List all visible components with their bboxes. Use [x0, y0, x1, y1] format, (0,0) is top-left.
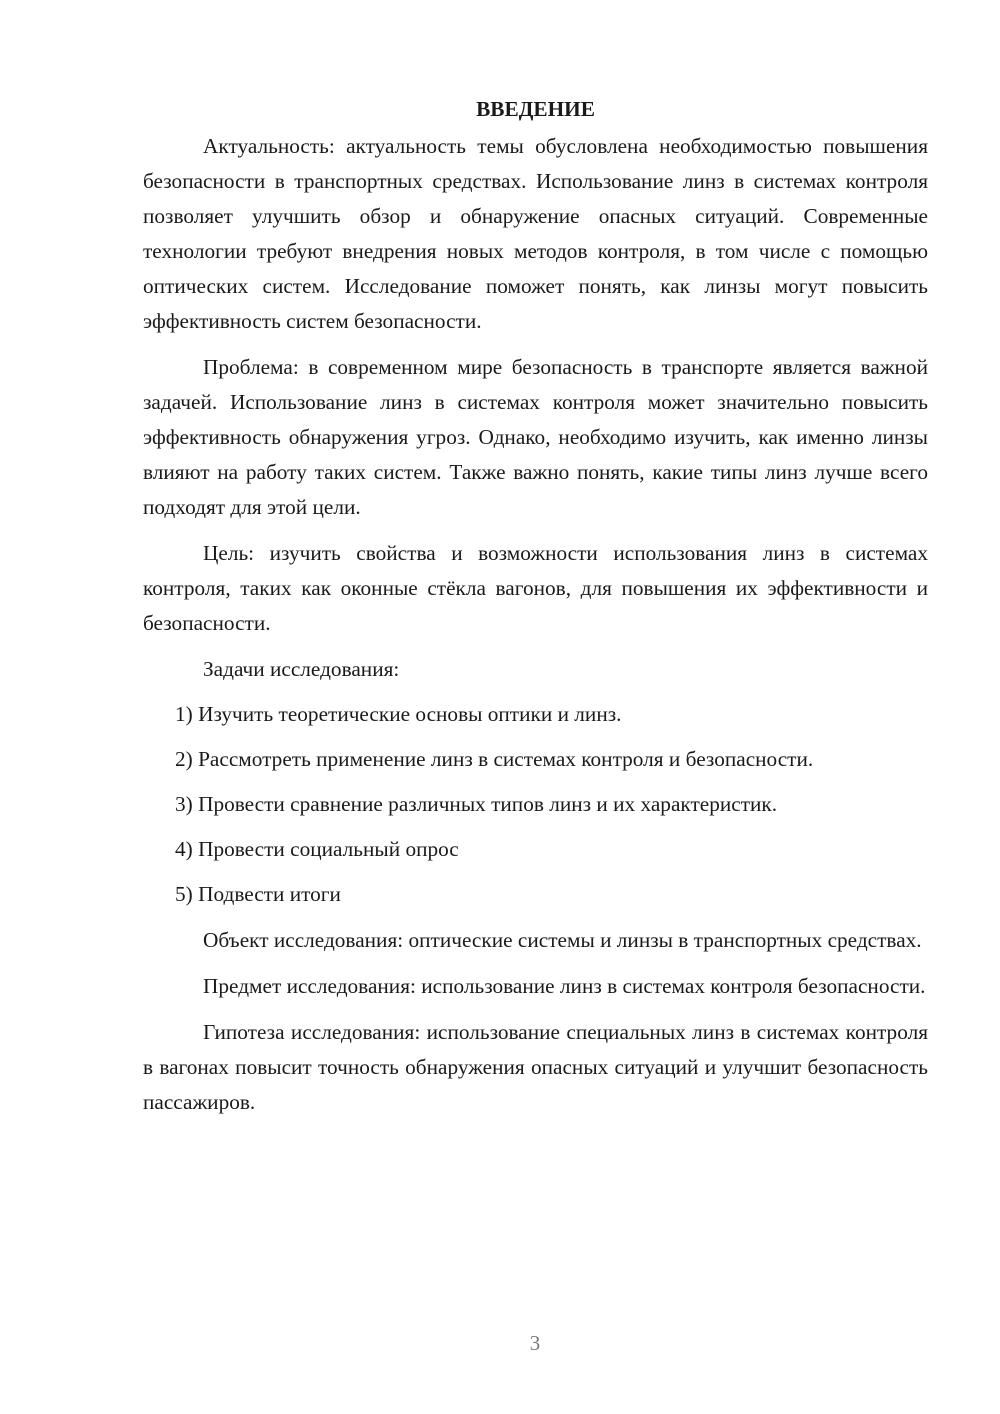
task-item: 5) Подвести итоги — [175, 882, 341, 906]
goal-paragraph: Цель: изучить свойства и возможности использования линз в системах контроля, таких как оконные стёкла вагонов, для повышения их эффективности и безопасности. — [143, 541, 928, 635]
task-list — [143, 697, 928, 912]
relevance-paragraph: Актуальность: актуальность темы обусловлена необходимостью повышения безопасности в транспортных средствах. Использование линз в системах контроля позволяет улучшить обзор и обнаружение опасных ситуаций. Современные технологии требуют внедрения новых методов контроля, в том числе с помощью оптических систем. Исследование поможет понять, как линзы могут повысить эффективность систем безопасности. — [143, 134, 928, 333]
task-item: 1) Изучить теоретические основы оптики и линз. — [175, 702, 622, 726]
page-number: 3 — [529, 1331, 541, 1355]
section-heading: ВВЕДЕНИЕ — [476, 97, 595, 121]
page-content — [143, 92, 928, 1120]
task-item: 4) Провести социальный опрос — [175, 837, 459, 861]
problem-paragraph: Проблема: в современном мире безопасность в транспорте является важной задачей. Использование линз в системах контроля может значительно повысить эффективность обнаружения угроз. Однако, необходимо изучить, как именно линзы влияют на работу таких систем. Также важно понять, какие типы линз лучше всего подходят для этой цели. — [143, 355, 928, 519]
hypothesis-paragraph: Гипотеза исследования: использование специальных линз в системах контроля в вагонах повысит точность обнаружения опасных ситуаций и улучшит безопасность пассажиров. — [143, 1020, 928, 1114]
subject-paragraph: Предмет исследования: использование линз в системах контроля безопасности. — [203, 974, 926, 998]
task-item: 3) Провести сравнение различных типов линз и их характеристик. — [175, 792, 778, 816]
tasks-title: Задачи исследования: — [203, 657, 400, 681]
object-paragraph: Объект исследования: оптические системы и линзы в транспортных средствах. — [203, 928, 922, 952]
task-item: 2) Рассмотреть применение линз в системах контроля и безопасности. — [175, 747, 814, 771]
